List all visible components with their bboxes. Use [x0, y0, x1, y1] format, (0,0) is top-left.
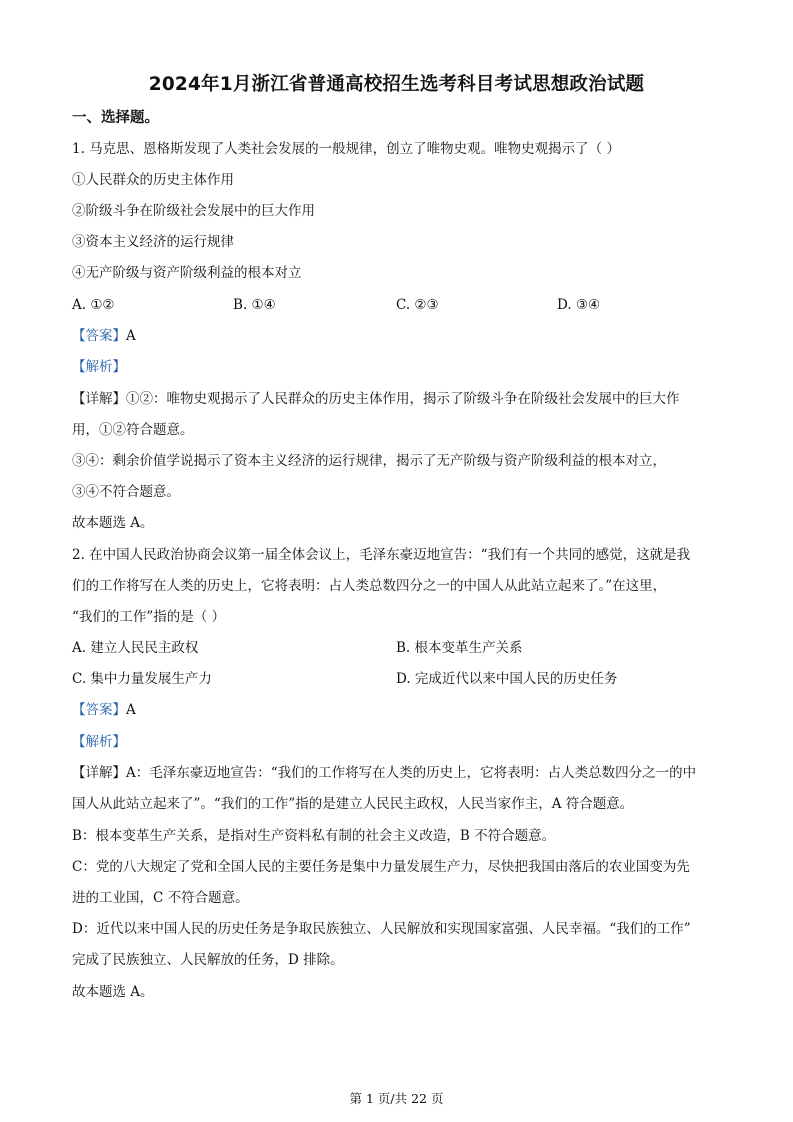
document-title: 2024年1月浙江省普通高校招生选考科目考试思想政治试题	[148, 74, 645, 95]
q1-detail-4: ③④不符合题意。	[72, 484, 180, 500]
q2-option-c: C. 集中力量发展生产力	[72, 671, 212, 687]
q2-analysis-tag: 【解析】	[72, 734, 126, 750]
q2-detail-5: 进的工业国，C 不符合题意。	[72, 890, 249, 906]
q1-item-1: ①人民群众的历史主体作用	[72, 172, 234, 188]
q2-option-a: A. 建立人民民主政权	[72, 640, 199, 656]
q1-option-d: D. ③④	[557, 297, 601, 313]
q1-item-2: ②阶级斗争在阶级社会发展中的巨大作用	[72, 203, 315, 219]
q1-option-c: C. ②③	[396, 297, 439, 313]
q1-item-3: ③资本主义经济的运行规律	[72, 234, 234, 250]
q1-stem: 1. 马克思、恩格斯发现了人类社会发展的一般规律，创立了唯物史观。唯物史观揭示了（ ）	[72, 141, 620, 157]
q1-answer	[72, 326, 136, 346]
q2-detail-tag: 【详解】	[72, 765, 126, 781]
q2-detail-text-1: A：毛泽东豪迈地宣告：“我们的工作将写在人类的历史上，它将表明：占人类总数四分之一的中	[126, 765, 697, 781]
q2-stem-3: “我们的工作”指的是（ ）	[72, 609, 226, 625]
q2-detail-3: B：根本变革生产关系，是指对生产资料私有制的社会主义改造，B 不符合题意。	[72, 828, 556, 844]
q1-detail-2: 用，①②符合题意。	[72, 422, 194, 438]
q2-detail-6: D：近代以来中国人民的历史任务是争取民族独立、人民解放和实现国家富强、人民幸福。“我们的工作”	[72, 921, 691, 937]
q2-detail-2: 国人从此站立起来了”。“我们的工作”指的是建立人民民主政权，人民当家作主，A 符合题意。	[72, 796, 634, 812]
q1-analysis-tag: 【解析】	[72, 359, 126, 375]
section-heading: 一、选择题。	[72, 110, 159, 126]
q1-answer-tag: 【答案】	[72, 328, 126, 344]
page-footer: 第 1 页/共 22 页	[349, 1091, 444, 1106]
q2-answer-value: A	[126, 702, 136, 718]
q2-detail-8: 故本题选 A。	[72, 984, 154, 1000]
q2-detail-1	[72, 763, 696, 783]
q2-stem-2: 们的工作将写在人类的历史上，它将表明：占人类总数四分之一的中国人从此站立起来了。”在这里，	[72, 578, 667, 594]
q2-option-b: B. 根本变革生产关系	[396, 640, 523, 656]
q2-option-d: D. 完成近代以来中国人民的历史任务	[396, 671, 618, 687]
q2-answer	[72, 700, 136, 720]
q1-detail-tag: 【详解】	[72, 391, 126, 407]
q2-detail-7: 完成了民族独立、人民解放的任务，D 排除。	[72, 952, 344, 968]
q1-option-a: A. ①②	[72, 297, 115, 313]
q2-answer-tag: 【答案】	[72, 702, 126, 718]
q1-detail-5: 故本题选 A。	[72, 515, 154, 531]
q1-detail-text-1: ①②：唯物史观揭示了人民群众的历史主体作用，揭示了阶级斗争在阶级社会发展中的巨大作	[126, 391, 680, 407]
q1-option-b: B. ①④	[233, 297, 276, 313]
q1-detail-1	[72, 389, 680, 409]
q1-detail-3: ③④：剩余价值学说揭示了资本主义经济的运行规律，揭示了无产阶级与资产阶级利益的根本对立，	[72, 453, 666, 469]
q2-detail-4: C：党的八大规定了党和全国人民的主要任务是集中力量发展生产力，尽快把我国由落后的农业国变为先	[72, 859, 690, 875]
q2-stem-1: 2. 在中国人民政治协商会议第一届全体会议上，毛泽东豪迈地宣告：“我们有一个共同的感觉，这就是我	[72, 547, 691, 563]
q1-answer-value: A	[126, 328, 136, 344]
q1-item-4: ④无产阶级与资产阶级利益的根本对立	[72, 265, 302, 281]
